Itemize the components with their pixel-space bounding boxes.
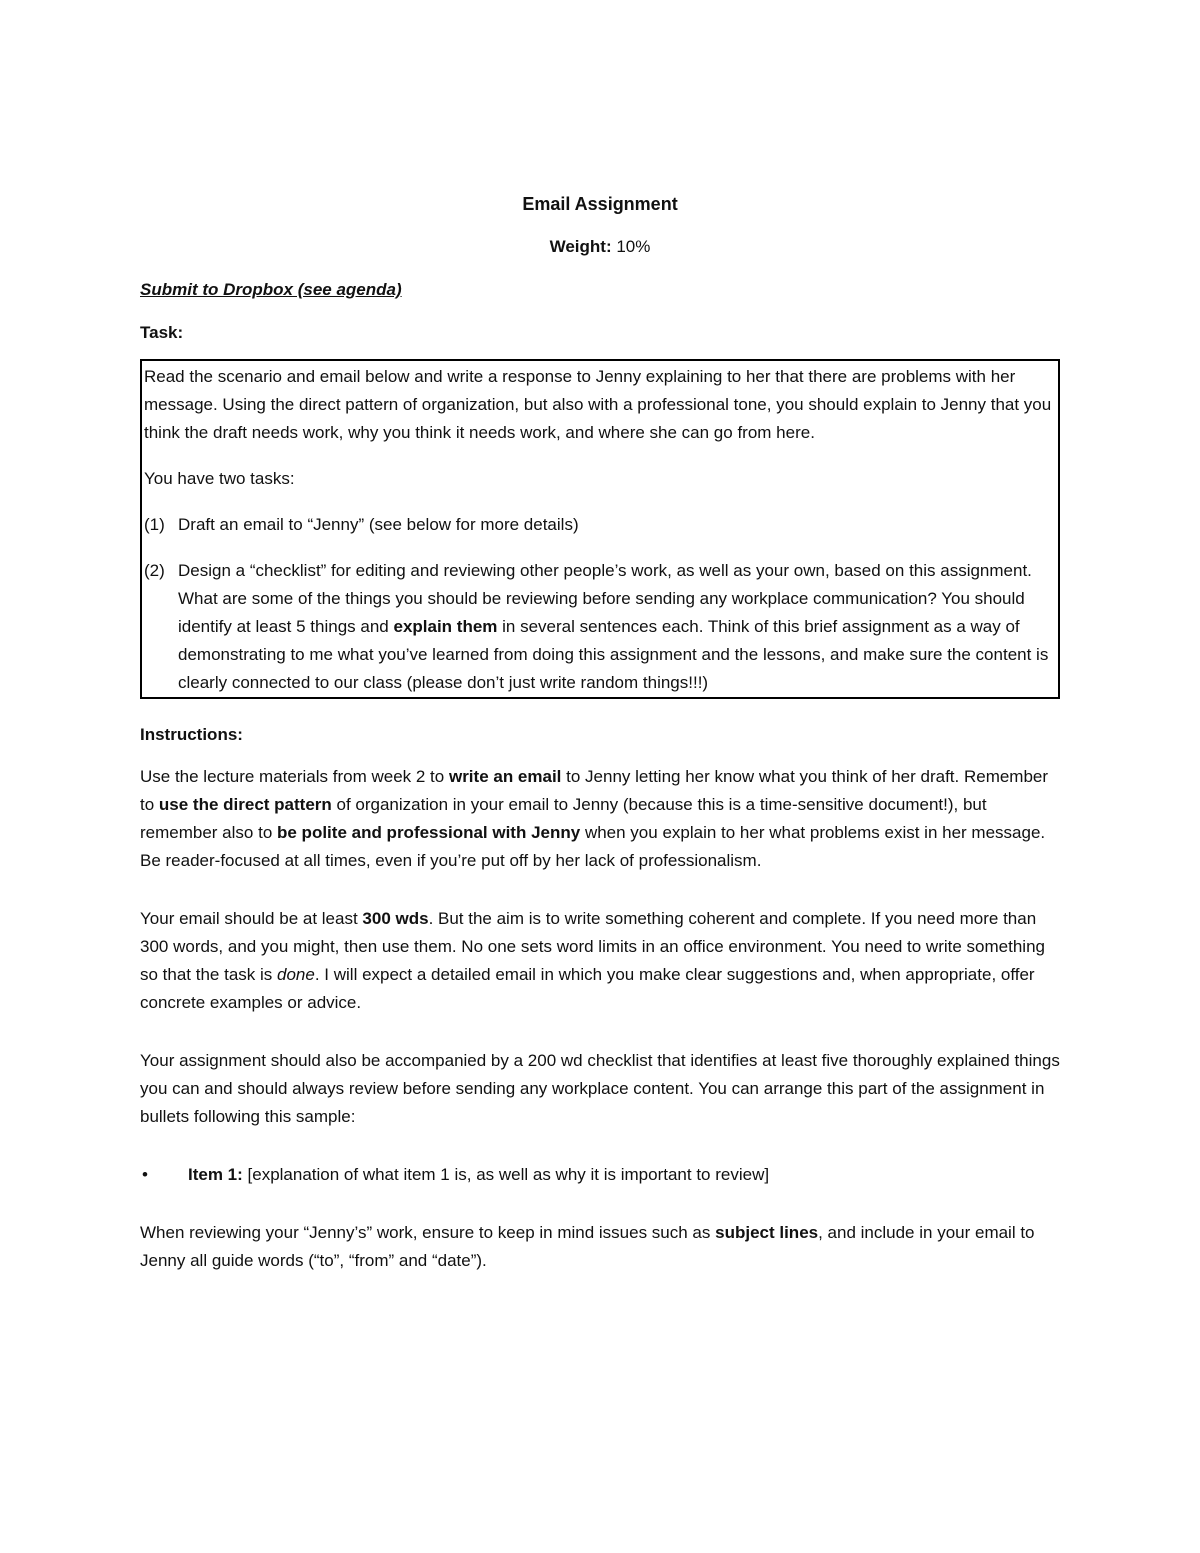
task-item-2-number: (2) [144,561,165,580]
task-item-2-text [178,557,1055,697]
p1-emphasis-2: use the direct pattern [158,795,332,814]
bullet-label: Item 1: [188,1165,243,1184]
p2-emphasis-1: 300 wds [362,909,429,928]
task-item-1-number: (1) [144,515,165,534]
task-item-2-text-b: in several sentences each. Think of this brief assignment as a way of demonstrating to me what you’ve learned from doing this assignment and the lessons, and make sure the content is clearly connected to our class (please don’t just write random things!!!) [178,617,1049,692]
p1-text-a: Use the lecture materials from week 2 to [140,767,449,786]
p1-text-c: to Jenny letting her know what you think of her draft. Remember to [140,767,1049,814]
p1-text-e: when you explain to her what problems exist in her message. Be reader-focused at all times, even if you’re put off by her lack of professionalism. [140,823,1046,870]
task-item-2 [144,557,1055,697]
document-page [140,190,1060,1275]
sample-bullet-text [188,1161,769,1189]
weight-value: 10% [611,237,651,256]
p1-emphasis-1: write an email [448,767,562,786]
sample-bullet-item [140,1161,1060,1189]
p4-text-c: , and include in your email to Jenny all guide words (“to”, “from” and “date”). [140,1223,1035,1270]
task-heading: Task: [140,323,184,342]
p4-text-a: When reviewing your “Jenny’s” work, ensure to keep in mind issues such as [140,1223,716,1242]
task-item-1 [144,511,1055,539]
document-title: Email Assignment [522,194,678,214]
task-item-2-text-a: Design a “checklist” for editing and reviewing other people’s work, as well as your own, based on this assignment. What are some of the things you should be reviewing before sending any workplace communication? You should identify at least 5 things and [178,561,1032,636]
instructions-paragraph-3: Your assignment should also be accompanied by a 200 wd checklist that identifies at least five thoroughly explained things you can and should always review before sending any workplace content. You can arrange this part of the assignment in bullets following this sample: [140,1051,1060,1126]
bullet-description: [explanation of what item 1 is, as well as why it is important to review] [242,1165,770,1184]
p4-emphasis-1: subject lines [715,1223,819,1242]
p2-italic-1: done [277,965,315,984]
bullet-icon: • [142,1165,148,1184]
task-item-1-text: Draft an email to “Jenny” (see below for more details) [178,515,579,534]
p2-text-d: . I will expect a detailed email in which you make clear suggestions and, when appropriate, offer concrete examples or advice. [140,965,1035,1012]
instructions-heading: Instructions: [140,725,243,744]
instructions-paragraph-4 [140,1219,1060,1275]
task-intro: Read the scenario and email below and write a response to Jenny explaining to her that there are problems with her message. Using the direct pattern of organization, but also with a professional tone, you should explain to Jenny that you think the draft needs work, why you think it needs work, and where she can go from here. [144,367,1052,442]
p1-emphasis-3: be polite and professional with Jenny [277,823,581,842]
p2-text-c: . But the aim is to write something coherent and complete. If you need more than 300 words, and you might, then use them. No one sets word limits in an office environment. You need to write something so that the task is [140,909,1045,984]
task-item-2-emphasis: explain them [393,617,498,636]
two-tasks-label: You have two tasks: [144,469,295,488]
p1-text-d: of organization in your email to Jenny (because this is a time-sensitive document!), but remember also to [140,795,987,842]
weight-line [140,233,1060,261]
task-box [140,359,1060,699]
weight-label: Weight: [549,237,612,256]
submit-instruction: Submit to Dropbox (see agenda) [140,280,402,299]
instructions-paragraph-2 [140,905,1060,1017]
instructions-paragraph-1 [140,763,1060,875]
p2-text-a: Your email should be at least [140,909,363,928]
